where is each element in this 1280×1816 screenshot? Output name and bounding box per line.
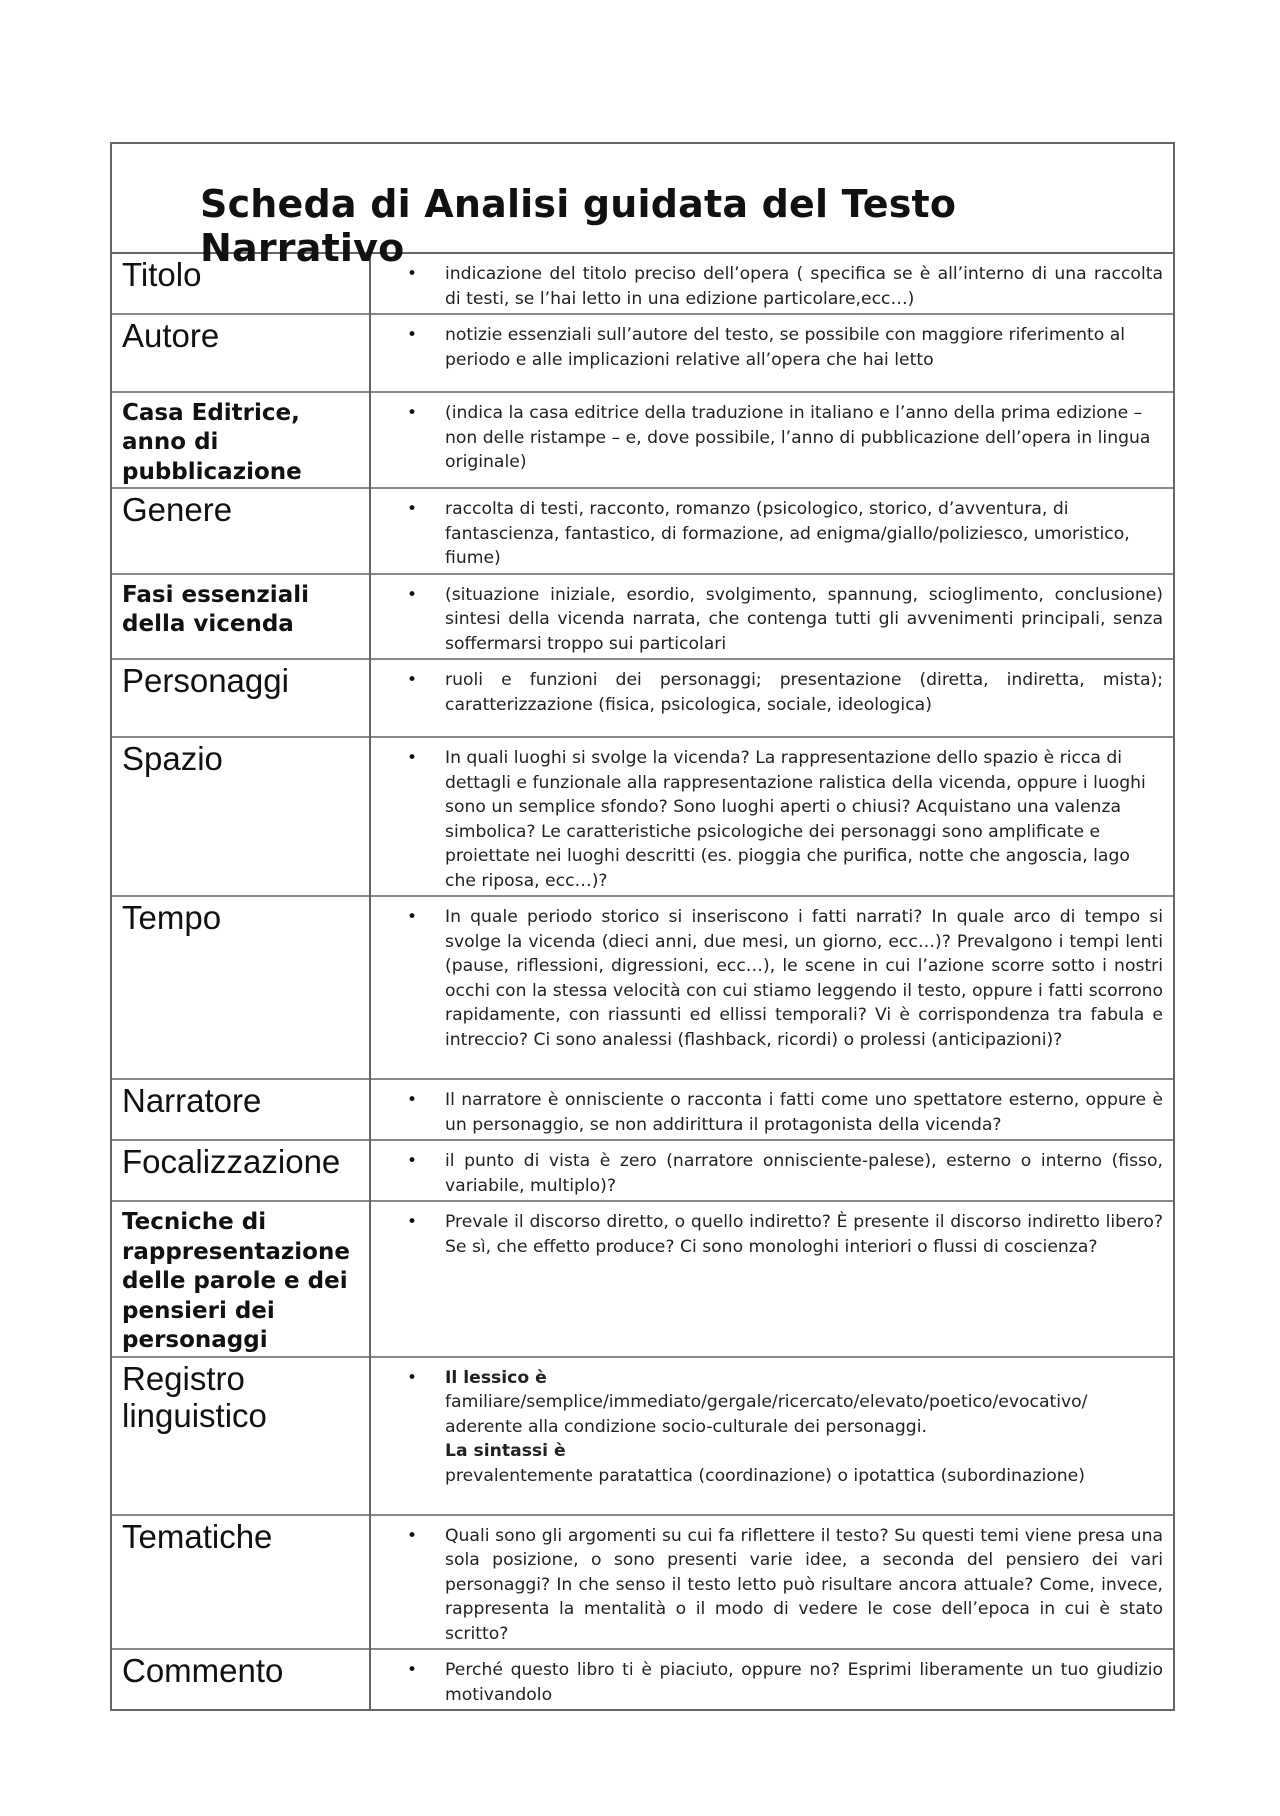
row-text: Il narratore è onnisciente o racconta i fatti come uno spettatore esterno, oppure è un personaggio, se non addirittura il protagonista della vicenda?	[445, 1090, 1163, 1135]
bullet-icon: •	[407, 670, 418, 691]
row-label: Genere	[112, 488, 370, 574]
row-text: In quale periodo storico si inseriscono i fatti narrati? In quale arco di tempo si svolge la vicenda (dieci anni, due mesi, un giorno, ecc…)? Prevalgono i tempi lenti (pause, riflessioni, digressioni, ecc…), le scene in cui l’azione scorre sotto i nostri occhi con la stessa velocità con cui stiamo leggendo il testo, oppure i fatti scorrono rapidamente, con riassunti ed ellissi temporali? Vi è corrispondenza tra fabula e intreccio? Ci sono analessi (flashback, ricordi) o prolessi (anticipazioni)?	[445, 907, 1163, 1050]
row-text: Prevale il discorso diretto, o quello indiretto? È presente il discorso indiretto libero? Se sì, che effetto produce? Ci sono monologhi interiori o flussi di coscienza?	[445, 1212, 1163, 1257]
table-row	[112, 392, 1173, 488]
lessico-label: Il lessico è	[445, 1367, 547, 1388]
bullet-icon: •	[407, 584, 418, 605]
table-row	[112, 488, 1173, 574]
row-text: indicazione del titolo preciso dell’opera ( specifica se è all’interno di una raccolta di testi, se l’hai letto in una edizione particolare,ecc…)	[445, 264, 1163, 309]
table-row	[112, 1140, 1173, 1201]
row-label: Tematiche	[112, 1515, 370, 1650]
row-label: Registro linguistico	[112, 1357, 370, 1515]
bullet-icon: •	[407, 1151, 418, 1172]
row-text: In quali luoghi si svolge la vicenda? La rappresentazione dello spazio è ricca di dettagli e funzionale alla rappresentazione ralistica della vicenda, oppure i luoghi sono un semplice sfondo? Sono luoghi aperti o chiusi? Acquistano una valenza simbolica? Le caratteristiche psicologiche dei personaggi sono amplificate e proiettate nei luoghi descritti (es. pioggia che purifica, notte che angoscia, lago che riposa, ecc…)?	[445, 748, 1146, 891]
bullet-icon: •	[407, 748, 418, 769]
sintassi-label: La sintassi è	[445, 1441, 566, 1461]
bullet-icon: •	[407, 499, 418, 520]
table-row	[112, 1515, 1173, 1650]
row-text: Perché questo libro ti è piaciuto, oppure no? Esprimi liberamente un tuo giudizio motivandolo	[445, 1660, 1163, 1705]
row-text: Quali sono gli argomenti su cui fa riflettere il testo? Su questi temi viene presa una sola posizione, o sono presenti varie idee, a seconda del pensiero dei vari personaggi? In che senso il testo letto può risultare ancora attuale? Come, invece, rappresenta la mentalità o il modo di vedere le cose dell’epoca in cui è stato scritto?	[445, 1525, 1163, 1644]
bullet-icon: •	[407, 1212, 418, 1233]
bullet-icon: •	[407, 1660, 418, 1680]
row-label: Autore	[112, 314, 370, 392]
sintassi-text: prevalentemente paratattica (coordinazione) o ipotattica (subordinazione)	[445, 1465, 1085, 1486]
row-label: Tempo	[112, 896, 370, 1079]
bullet-icon: •	[407, 325, 418, 345]
bullet-icon: •	[407, 1367, 418, 1388]
table-row	[112, 314, 1173, 392]
row-text: raccolta di testi, racconto, romanzo (psicologico, storico, d’avventura, di fantascienza, fantastico, di formazione, ad enigma/giallo/poliziesco, umoristico, fiume)	[445, 499, 1130, 569]
table-row	[112, 659, 1173, 737]
analysis-sheet	[110, 142, 1175, 1711]
table-row	[112, 896, 1173, 1079]
bullet-icon: •	[407, 264, 418, 284]
bullet-icon: •	[407, 403, 418, 423]
bullet-icon: •	[407, 1525, 418, 1546]
row-label: Personaggi	[112, 659, 370, 737]
table-row	[112, 1357, 1173, 1515]
lessico-text: familiare/semplice/immediato/gergale/ricercato/elevato/poetico/evocativo/ aderente alla condizione socio-culturale dei personaggi.	[445, 1392, 1088, 1437]
table-row	[112, 1079, 1173, 1140]
row-label: Casa Editrice, anno di pubblicazione	[112, 392, 370, 488]
row-label: Spazio	[112, 737, 370, 896]
row-text: notizie essenziali sull’autore del testo, se possibile con maggiore riferimento al periodo e alle implicazioni relative all’opera che hai letto	[445, 325, 1126, 370]
row-label: Tecniche di rappresentazione delle parole e dei pensieri dei personaggi	[112, 1201, 370, 1356]
row-text: il punto di vista è zero (narratore onnisciente-palese), esterno o interno (fisso, variabile, multiplo)?	[445, 1151, 1163, 1196]
table-row	[112, 1201, 1173, 1356]
bullet-icon: •	[407, 907, 418, 928]
row-text: ruoli e funzioni dei personaggi; presentazione (diretta, indiretta, mista); caratterizzazione (fisica, psicologica, sociale, ideologica)	[445, 670, 1163, 715]
row-label: Commento	[112, 1649, 370, 1709]
row-label: Focalizzazione	[112, 1140, 370, 1201]
row-text: (indica la casa editrice della traduzione in italiano e l’anno della prima edizione – non delle ristampe – e, dove possibile, l’anno di pubblicazione dell’opera in lingua originale)	[445, 403, 1151, 472]
analysis-table	[112, 254, 1173, 1709]
bullet-icon: •	[407, 1090, 418, 1111]
table-row	[112, 737, 1173, 896]
row-label: Titolo	[112, 254, 370, 314]
table-row	[112, 574, 1173, 660]
sheet-title: Scheda di Analisi guidata del Testo Narrativo	[112, 144, 1173, 254]
row-label: Narratore	[112, 1079, 370, 1140]
table-row	[112, 1649, 1173, 1709]
row-text: (situazione iniziale, esordio, svolgimento, spannung, scioglimento, conclusione) sintesi della vicenda narrata, che contenga tutti gli avvenimenti principali, senza soffermarsi troppo sui particolari	[445, 584, 1163, 654]
row-label: Fasi essenziali della vicenda	[112, 574, 370, 660]
